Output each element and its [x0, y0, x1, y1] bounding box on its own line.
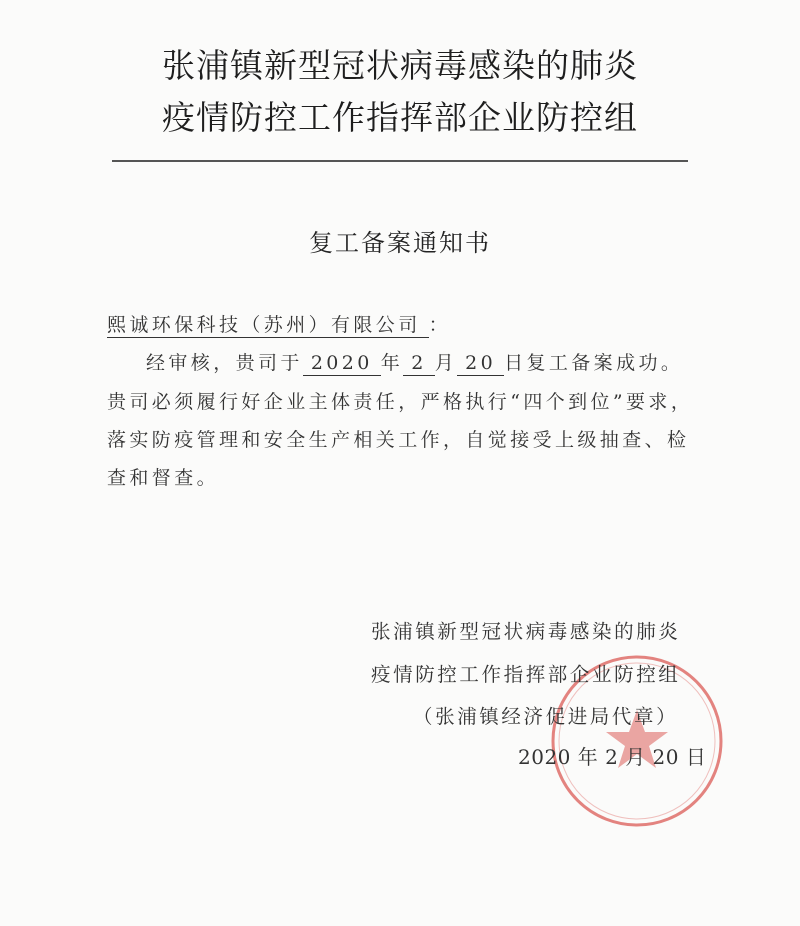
approval-day: 20 [457, 351, 504, 376]
header-divider [112, 160, 688, 162]
approval-month: 2 [403, 351, 435, 376]
header-title-line2: 疫情防控工作指挥部企业防控组 [162, 98, 638, 137]
body-line-4: 查和督查。 [107, 467, 220, 489]
month-unit: 月 [434, 352, 458, 374]
body-outro: 日复工备案成功。 [504, 352, 684, 374]
year-unit: 年 [380, 352, 404, 374]
recipient-line [107, 313, 451, 337]
recipient-company: 熙诚环保科技（苏州）有限公司 [107, 313, 429, 338]
body-line-2: 贵司必须履行好企业主体责任，严格执行“四个到位”要求， [107, 391, 694, 413]
recipient-colon: ： [428, 314, 452, 336]
body-line-3: 落实防疫管理和安全生产相关工作，自觉接受上级抽查、检 [107, 429, 690, 451]
signature-line2: 疫情防控工作指挥部企业防控组 [371, 663, 681, 686]
signature-date: 2020 年 2 月 20 日 [518, 745, 707, 769]
approval-year: 2020 [303, 351, 381, 376]
body-intro: 经审核，贵司于 [146, 352, 303, 374]
signature-line1: 张浦镇新型冠状病毒感染的肺炎 [371, 620, 681, 643]
body-line-1 [146, 351, 683, 375]
header-title-line1: 张浦镇新型冠状病毒感染的肺炎 [162, 46, 638, 85]
notice-title: 复工备案通知书 [309, 229, 491, 257]
signature-line3: （张浦镇经济促进局代章） [413, 705, 679, 728]
